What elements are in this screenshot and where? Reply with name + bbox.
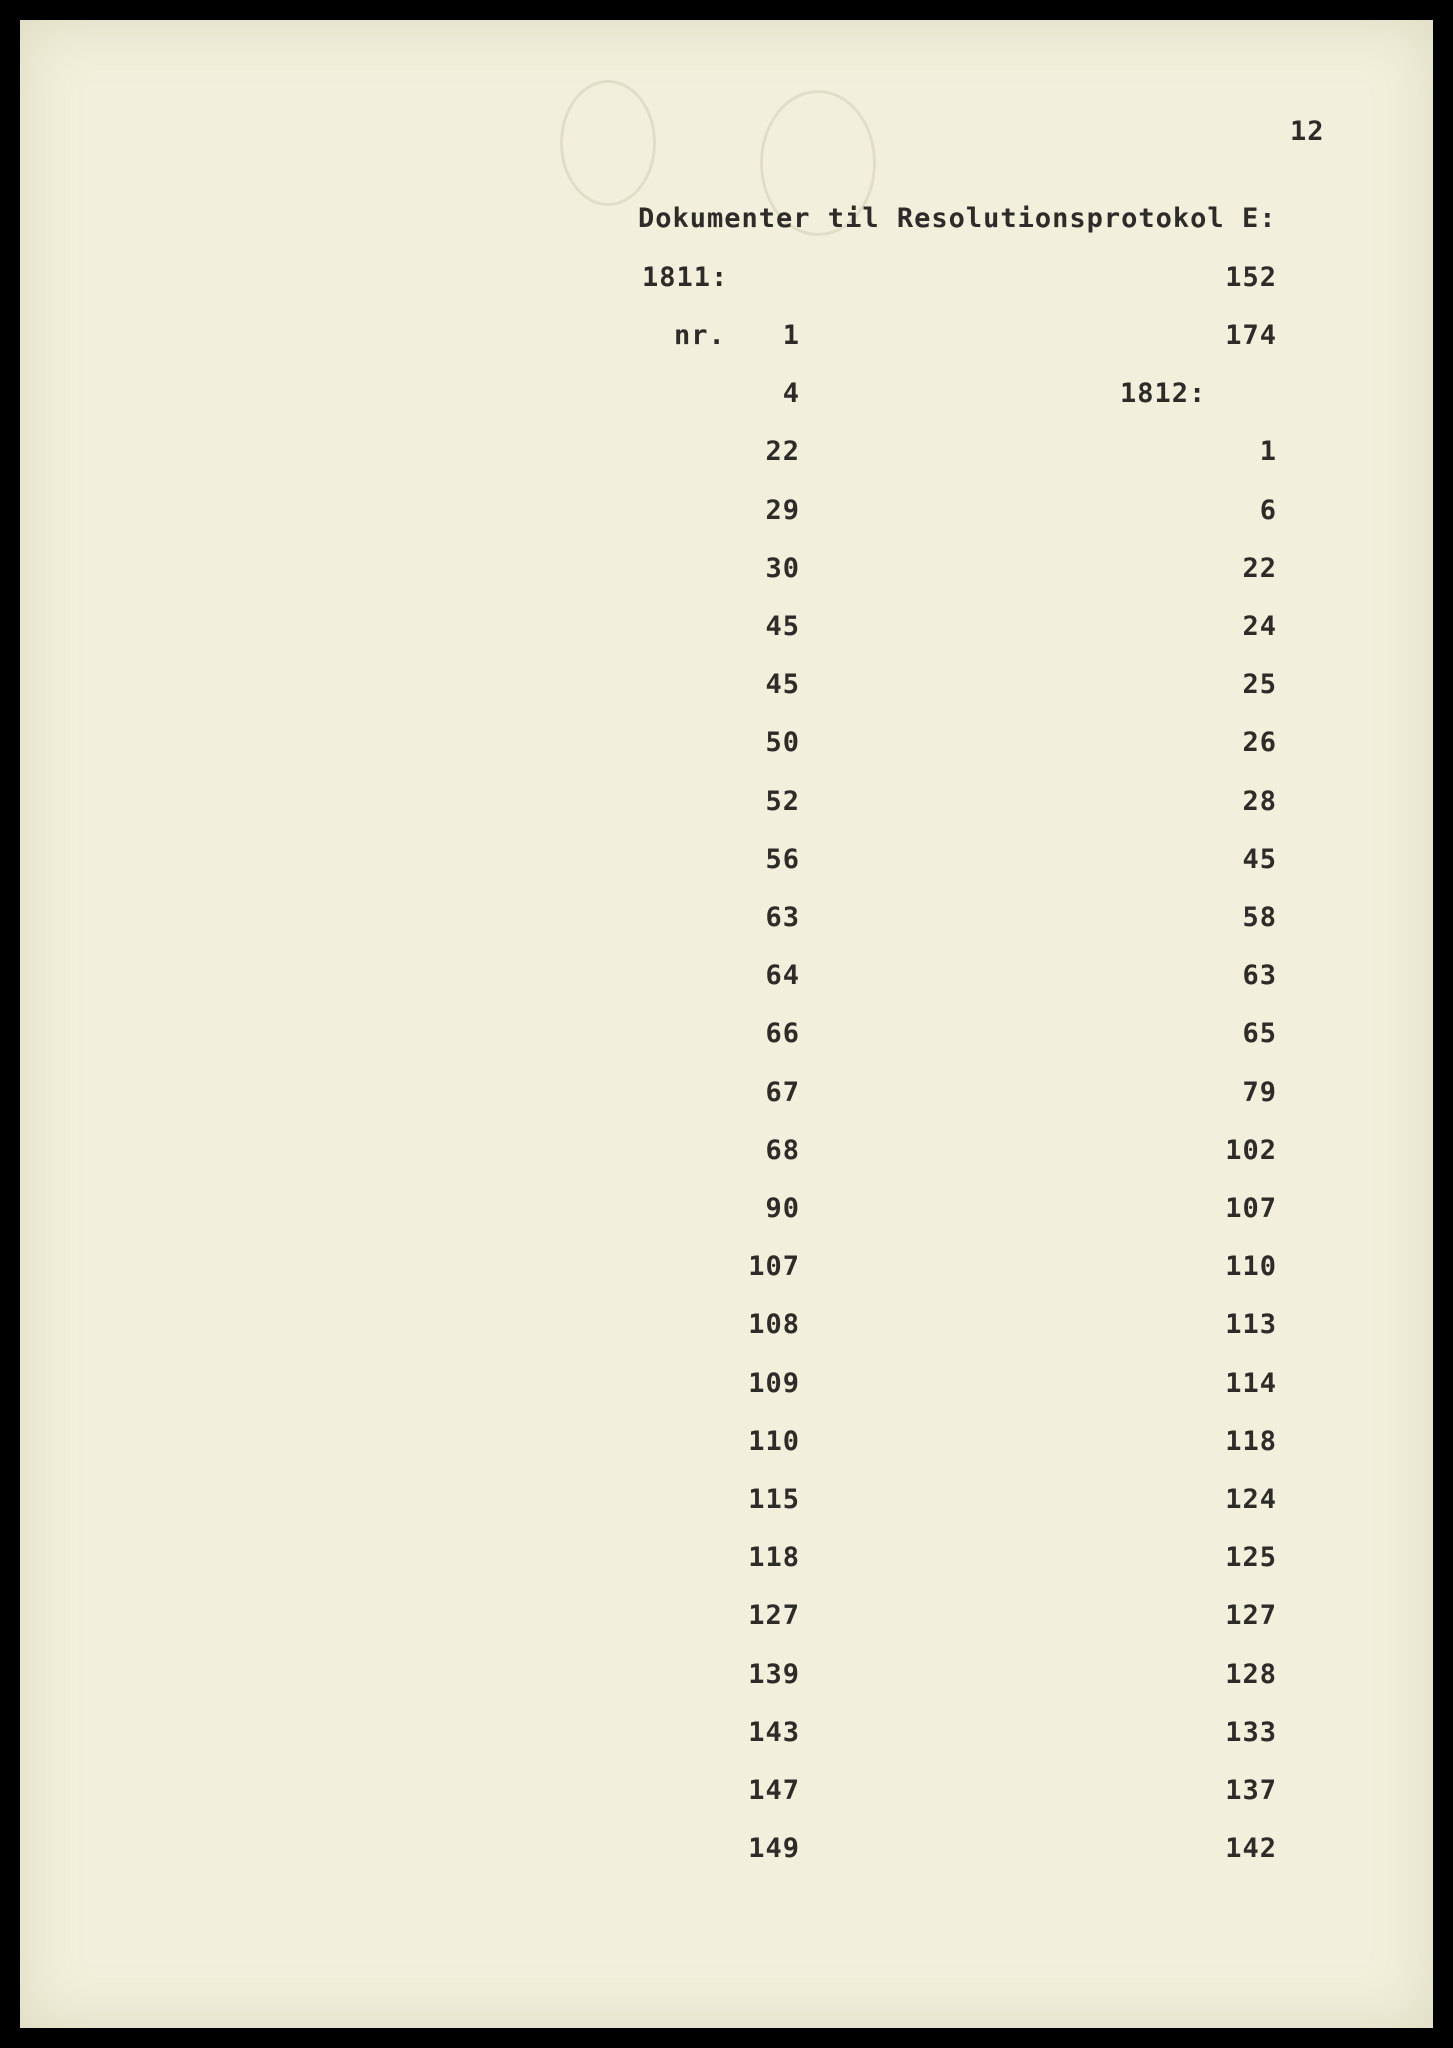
- right-entry-1812: 125: [1225, 1542, 1277, 1574]
- bleed-through-mark: [560, 80, 656, 206]
- left-entry: 30: [765, 552, 800, 584]
- left-entry: 64: [765, 960, 800, 992]
- year-1811-label: 1811:: [642, 262, 729, 293]
- year-1812-label: 1812:: [1120, 378, 1207, 410]
- right-entry-1812: 24: [1242, 611, 1277, 642]
- right-entry-1812: 128: [1225, 1658, 1277, 1690]
- right-entry-1812: 118: [1225, 1425, 1277, 1457]
- left-entry: 147: [748, 1775, 800, 1806]
- right-entry-1812: 102: [1225, 1134, 1277, 1166]
- left-entry: 45: [765, 611, 800, 642]
- left-entry: 45: [765, 669, 800, 701]
- left-entry: 115: [748, 1484, 800, 1515]
- left-entry: 1: [782, 320, 800, 351]
- left-entry: 143: [748, 1716, 800, 1748]
- right-entry-1812: 127: [1225, 1600, 1277, 1632]
- right-entry-1812: 110: [1225, 1251, 1277, 1283]
- left-entry: 107: [748, 1251, 800, 1283]
- page-number: 12: [1290, 116, 1325, 147]
- left-entry: 110: [748, 1425, 800, 1457]
- right-entry-1812: 114: [1225, 1367, 1277, 1399]
- document-heading: Dokumenter til Resolutionsprotokol E:: [638, 203, 1277, 234]
- left-entry: 139: [748, 1658, 800, 1690]
- right-entry-1812: 79: [1242, 1076, 1277, 1108]
- right-entry-1812: 1: [1259, 436, 1277, 468]
- right-entry-1812: 133: [1225, 1716, 1277, 1748]
- right-entry-1812: 113: [1225, 1309, 1277, 1341]
- left-entry: 127: [748, 1600, 800, 1632]
- left-entry: 67: [765, 1076, 800, 1108]
- left-entry: 29: [765, 494, 800, 526]
- right-entry-1812: 25: [1242, 669, 1277, 701]
- right-entry-1812: 65: [1242, 1018, 1277, 1050]
- left-entry: 108: [748, 1309, 800, 1341]
- right-entry-1812: 58: [1242, 902, 1277, 933]
- right-entry-1812: 63: [1242, 960, 1277, 992]
- right-entry-1812: 45: [1242, 843, 1277, 875]
- left-entry: 4: [782, 378, 800, 410]
- right-entry-1812: 28: [1242, 785, 1277, 817]
- left-entry: 68: [765, 1134, 800, 1166]
- left-entry: 52: [765, 785, 800, 817]
- paper-sheet: [20, 20, 1433, 2028]
- left-entry: 63: [765, 902, 800, 933]
- right-entry-1812: 124: [1225, 1484, 1277, 1515]
- right-entry-1811: 174: [1225, 320, 1277, 351]
- left-entry: 118: [748, 1542, 800, 1574]
- left-entry: 149: [748, 1833, 800, 1865]
- right-entry-1812: 26: [1242, 727, 1277, 759]
- right-entry-1812: 107: [1225, 1193, 1277, 1224]
- left-entry: 22: [765, 436, 800, 468]
- right-entry-1812: 142: [1225, 1833, 1277, 1865]
- right-entry-1812: 22: [1242, 552, 1277, 584]
- left-entry: 66: [765, 1018, 800, 1050]
- right-entry-1811: 152: [1225, 261, 1277, 293]
- left-entry: 109: [748, 1367, 800, 1399]
- left-entry: 90: [765, 1193, 800, 1224]
- right-entry-1812: 6: [1259, 494, 1277, 526]
- nr-label: nr.: [674, 320, 726, 351]
- left-entry: 56: [765, 843, 800, 875]
- right-entry-1812: 137: [1225, 1775, 1277, 1806]
- left-entry: 50: [765, 727, 800, 759]
